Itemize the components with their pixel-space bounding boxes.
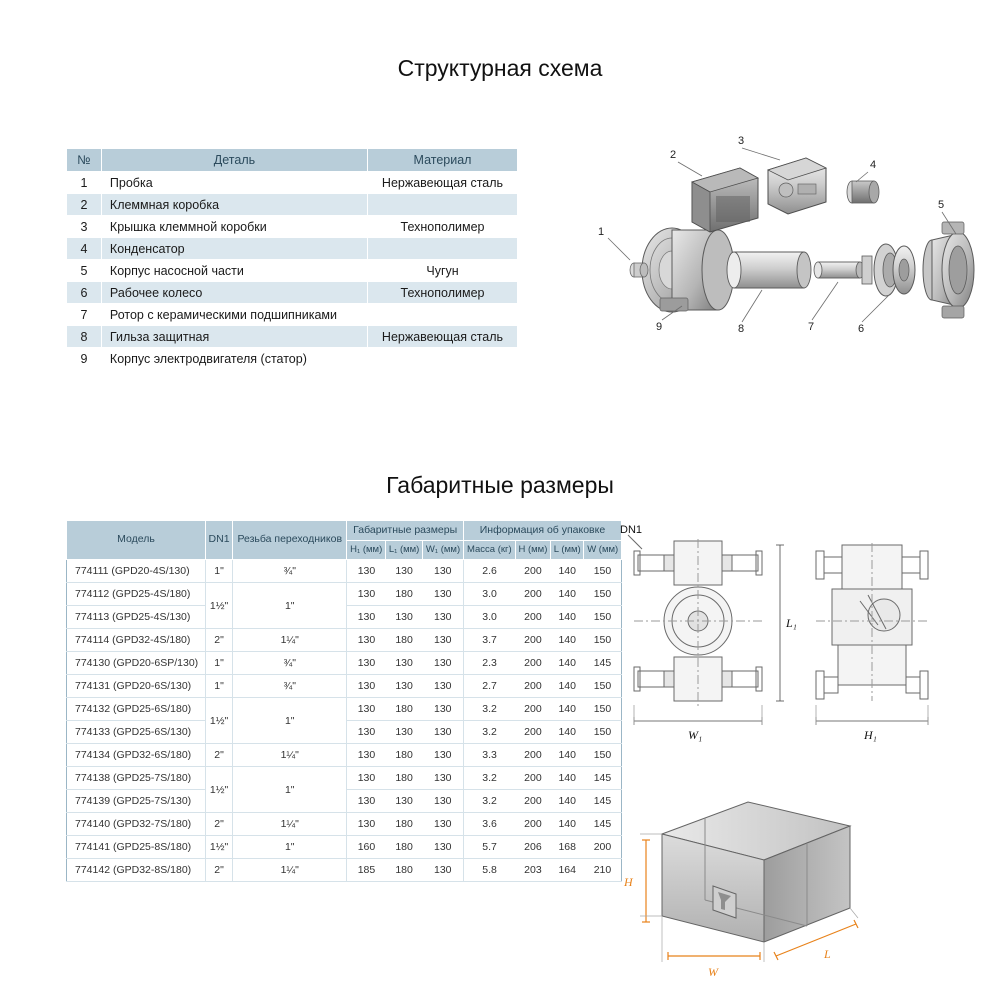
- l-cell: 140: [551, 813, 584, 836]
- mass-cell: 3.0: [463, 583, 515, 606]
- part-number: 1: [67, 172, 102, 194]
- part-name: Гильза защитная: [101, 326, 367, 348]
- motor-housing-graphic: [642, 228, 734, 312]
- capacitor-graphic: [847, 181, 879, 203]
- table-row: [67, 836, 622, 859]
- exploded-label-4: 4: [870, 159, 877, 171]
- l1-cell: 180: [386, 813, 423, 836]
- part-number: 6: [67, 282, 102, 304]
- part-name: Клеммная коробка: [101, 194, 367, 216]
- pump-housing-graphic: [923, 222, 974, 318]
- table-row: [67, 813, 622, 836]
- part-material: Нержавеющая сталь: [368, 172, 518, 194]
- exploded-label-7: 7: [808, 321, 815, 333]
- mass-cell: 2.7: [463, 675, 515, 698]
- side-view-drawing: [816, 543, 928, 701]
- thread-cell: 1¼": [233, 859, 347, 882]
- model-cell: 774142 (GPD32-8S/180): [67, 859, 206, 882]
- w-cell: 150: [584, 606, 622, 629]
- l-cell: 140: [551, 767, 584, 790]
- dims-header-l1: L₁ (мм): [386, 541, 423, 560]
- dims-header-w1: W₁ (мм): [423, 541, 464, 560]
- w-cell: 150: [584, 721, 622, 744]
- box-label-h: H: [624, 875, 633, 889]
- h-cell: 200: [515, 698, 550, 721]
- w-cell: 150: [584, 583, 622, 606]
- l1-cell: 180: [386, 629, 423, 652]
- table-row: [67, 675, 622, 698]
- w1-cell: 130: [423, 790, 464, 813]
- exploded-label-5: 5: [938, 199, 945, 211]
- table-row: [67, 652, 622, 675]
- part-material: [368, 304, 518, 326]
- mass-cell: 3.0: [463, 606, 515, 629]
- l-cell: 140: [551, 606, 584, 629]
- w-cell: 150: [584, 560, 622, 583]
- l-cell: 140: [551, 652, 584, 675]
- part-number: 8: [67, 326, 102, 348]
- model-cell: 774141 (GPD25-8S/180): [67, 836, 206, 859]
- h-cell: 200: [515, 767, 550, 790]
- l-cell: 140: [551, 698, 584, 721]
- h-cell: 200: [515, 790, 550, 813]
- h-cell: 200: [515, 675, 550, 698]
- h1-cell: 185: [347, 859, 386, 882]
- table-row: [67, 348, 518, 370]
- h1-cell: 130: [347, 790, 386, 813]
- dn1-cell: 1½": [206, 836, 233, 859]
- w-cell: 210: [584, 859, 622, 882]
- w1-cell: 130: [423, 675, 464, 698]
- part-name: Корпус насосной части: [101, 260, 367, 282]
- h-cell: 200: [515, 583, 550, 606]
- h-cell: 206: [515, 836, 550, 859]
- dn1-cell: 2": [206, 744, 233, 767]
- dn1-cell: 1": [206, 560, 233, 583]
- impeller-graphic: [874, 244, 915, 296]
- table-row: [67, 560, 622, 583]
- dims-header-row-1: [67, 521, 622, 541]
- h-cell: 200: [515, 629, 550, 652]
- part-material: Чугун: [368, 260, 518, 282]
- table-row: [67, 767, 622, 790]
- table-row: [67, 216, 518, 238]
- model-cell: 774133 (GPD25-6S/130): [67, 721, 206, 744]
- h-cell: 200: [515, 721, 550, 744]
- dimensions-table: [66, 520, 622, 882]
- box-label-w: W: [708, 965, 718, 979]
- dn1-cell: 2": [206, 629, 233, 652]
- rotor-graphic: [814, 256, 872, 284]
- dims-header-h1: H₁ (мм): [347, 541, 386, 560]
- exploded-label-6: 6: [858, 323, 865, 335]
- h-cell: 200: [515, 652, 550, 675]
- l-cell: 168: [551, 836, 584, 859]
- mass-cell: 3.2: [463, 721, 515, 744]
- part-number: 4: [67, 238, 102, 260]
- mass-cell: 5.7: [463, 836, 515, 859]
- h1-cell: 130: [347, 813, 386, 836]
- w-cell: 150: [584, 629, 622, 652]
- part-material: [368, 238, 518, 260]
- w1-cell: 130: [423, 767, 464, 790]
- parts-table-header-row: [67, 149, 518, 172]
- parts-header-material: Материал: [368, 149, 518, 172]
- w1-cell: 130: [423, 721, 464, 744]
- dn1-cell: 1½": [206, 698, 233, 744]
- model-cell: 774131 (GPD20-6S/130): [67, 675, 206, 698]
- table-row: [67, 859, 622, 882]
- h-cell: 200: [515, 744, 550, 767]
- h1-cell: 130: [347, 675, 386, 698]
- w1-cell: 130: [423, 859, 464, 882]
- drawing-label-l1: L₁: [786, 616, 797, 630]
- thread-cell: ¾": [233, 560, 347, 583]
- l1-cell: 180: [386, 744, 423, 767]
- table-row: [67, 282, 518, 304]
- l1-cell: 130: [386, 606, 423, 629]
- model-cell: 774140 (GPD32-7S/180): [67, 813, 206, 836]
- table-row: [67, 172, 518, 194]
- parts-header-part: Деталь: [101, 149, 367, 172]
- table-row: [67, 238, 518, 260]
- h-cell: 200: [515, 606, 550, 629]
- thread-cell: 1¼": [233, 744, 347, 767]
- part-number: 5: [67, 260, 102, 282]
- h-cell: 200: [515, 560, 550, 583]
- mass-cell: 2.6: [463, 560, 515, 583]
- w-cell: 150: [584, 675, 622, 698]
- l1-cell: 180: [386, 698, 423, 721]
- table-row: [67, 194, 518, 216]
- parts-table: [66, 148, 518, 370]
- l1-cell: 130: [386, 721, 423, 744]
- part-name: Рабочее колесо: [101, 282, 367, 304]
- thread-cell: 1¼": [233, 629, 347, 652]
- thread-cell: ¾": [233, 675, 347, 698]
- table-row: [67, 744, 622, 767]
- dn1-cell: 1": [206, 675, 233, 698]
- mass-cell: 5.8: [463, 859, 515, 882]
- dims-header-thread: Резьба переходников: [233, 521, 347, 560]
- table-row: [67, 260, 518, 282]
- model-cell: 774130 (GPD20-6SP/130): [67, 652, 206, 675]
- dn1-cell: 2": [206, 859, 233, 882]
- w1-cell: 130: [423, 813, 464, 836]
- dims-header-dn1: DN1: [206, 521, 233, 560]
- dims-header-group-pack: Информация об упаковке: [463, 521, 621, 541]
- dims-header-model: Модель: [67, 521, 206, 560]
- h1-cell: 130: [347, 698, 386, 721]
- part-number: 9: [67, 348, 102, 370]
- table-row: [67, 698, 622, 721]
- part-name: Ротор с керамическими подшипниками: [101, 304, 367, 326]
- w-cell: 145: [584, 652, 622, 675]
- mass-cell: 3.3: [463, 744, 515, 767]
- l-cell: 140: [551, 790, 584, 813]
- dims-header-h: H (мм): [515, 541, 550, 560]
- w1-cell: 130: [423, 698, 464, 721]
- drawing-label-w1: W₁: [688, 728, 703, 742]
- model-cell: 774114 (GPD32-4S/180): [67, 629, 206, 652]
- l1-cell: 180: [386, 583, 423, 606]
- l1-cell: 180: [386, 836, 423, 859]
- box-label-l: L: [824, 947, 831, 961]
- h-cell: 200: [515, 813, 550, 836]
- part-material: [368, 348, 518, 370]
- l-cell: 140: [551, 675, 584, 698]
- w-cell: 200: [584, 836, 622, 859]
- terminal-box-cover-graphic: [768, 158, 826, 214]
- model-cell: 774134 (GPD32-6S/180): [67, 744, 206, 767]
- model-cell: 774113 (GPD25-4S/130): [67, 606, 206, 629]
- l-cell: 140: [551, 583, 584, 606]
- part-name: Конденсатор: [101, 238, 367, 260]
- thread-cell: 1¼": [233, 813, 347, 836]
- h1-cell: 130: [347, 721, 386, 744]
- w-cell: 145: [584, 813, 622, 836]
- w-cell: 150: [584, 744, 622, 767]
- technical-drawings: [620, 525, 990, 775]
- dims-header-w: W (мм): [584, 541, 622, 560]
- model-cell: 774112 (GPD25-4S/180): [67, 583, 206, 606]
- l-cell: 164: [551, 859, 584, 882]
- w-cell: 145: [584, 790, 622, 813]
- part-number: 2: [67, 194, 102, 216]
- w1-cell: 130: [423, 583, 464, 606]
- dn1-cell: 1½": [206, 583, 233, 629]
- h1-cell: 130: [347, 629, 386, 652]
- l1-cell: 130: [386, 675, 423, 698]
- table-row: [67, 304, 518, 326]
- mass-cell: 3.7: [463, 629, 515, 652]
- model-cell: 774132 (GPD25-6S/180): [67, 698, 206, 721]
- exploded-pump-diagram: [590, 130, 980, 355]
- model-cell: 774111 (GPD20-4S/130): [67, 560, 206, 583]
- drawing-label-h1: H₁: [864, 728, 877, 742]
- mass-cell: 3.2: [463, 767, 515, 790]
- part-name: Пробка: [101, 172, 367, 194]
- w1-cell: 130: [423, 560, 464, 583]
- dn1-cell: 1½": [206, 767, 233, 813]
- l1-cell: 130: [386, 790, 423, 813]
- l-cell: 140: [551, 560, 584, 583]
- thread-cell: 1": [233, 698, 347, 744]
- exploded-label-2: 2: [670, 149, 677, 161]
- h-cell: 203: [515, 859, 550, 882]
- h1-cell: 160: [347, 836, 386, 859]
- h1-cell: 130: [347, 744, 386, 767]
- w-cell: 145: [584, 767, 622, 790]
- h1-cell: 130: [347, 560, 386, 583]
- w1-cell: 130: [423, 652, 464, 675]
- h1-cell: 130: [347, 652, 386, 675]
- w1-cell: 130: [423, 629, 464, 652]
- part-material: [368, 194, 518, 216]
- model-cell: 774138 (GPD25-7S/180): [67, 767, 206, 790]
- part-number: 7: [67, 304, 102, 326]
- l1-cell: 130: [386, 652, 423, 675]
- dn1-cell: 1": [206, 652, 233, 675]
- dims-header-mass: Масса (кг): [463, 541, 515, 560]
- table-row: [67, 629, 622, 652]
- mass-cell: 2.3: [463, 652, 515, 675]
- page-title-dimensions: Габаритные размеры: [386, 472, 614, 498]
- mass-cell: 3.6: [463, 813, 515, 836]
- part-material: Нержавеющая сталь: [368, 326, 518, 348]
- part-name: Крышка клеммной коробки: [101, 216, 367, 238]
- h1-cell: 130: [347, 583, 386, 606]
- page-title-structural: Структурная схема: [397, 55, 603, 81]
- part-material: Технополимер: [368, 216, 518, 238]
- exploded-label-9: 9: [656, 321, 663, 333]
- thread-cell: 1": [233, 767, 347, 813]
- h1-cell: 130: [347, 606, 386, 629]
- part-number: 3: [67, 216, 102, 238]
- dims-header-group-dims: Габаритные размеры: [347, 521, 464, 541]
- exploded-label-1: 1: [598, 226, 605, 238]
- model-cell: 774139 (GPD25-7S/130): [67, 790, 206, 813]
- dn1-cell: 2": [206, 813, 233, 836]
- protective-sleeve-graphic: [727, 252, 811, 288]
- mass-cell: 3.2: [463, 790, 515, 813]
- w1-cell: 130: [423, 836, 464, 859]
- package-box-drawing: [620, 790, 990, 980]
- table-row: [67, 326, 518, 348]
- terminal-box-graphic: [692, 168, 758, 232]
- table-row: [67, 583, 622, 606]
- w1-cell: 130: [423, 606, 464, 629]
- l-cell: 140: [551, 629, 584, 652]
- l-cell: 140: [551, 721, 584, 744]
- thread-cell: 1": [233, 836, 347, 859]
- part-material: Технополимер: [368, 282, 518, 304]
- h1-cell: 130: [347, 767, 386, 790]
- exploded-label-8: 8: [738, 323, 745, 335]
- mass-cell: 3.2: [463, 698, 515, 721]
- part-name: Корпус электродвигателя (статор): [101, 348, 367, 370]
- drawing-label-dn1: DN1: [620, 525, 643, 536]
- l1-cell: 180: [386, 859, 423, 882]
- parts-header-num: №: [67, 149, 102, 172]
- l1-cell: 130: [386, 560, 423, 583]
- w1-cell: 130: [423, 744, 464, 767]
- front-view-drawing: [634, 539, 762, 707]
- dims-header-l: L (мм): [551, 541, 584, 560]
- exploded-label-3: 3: [738, 135, 745, 147]
- w-cell: 150: [584, 698, 622, 721]
- l1-cell: 180: [386, 767, 423, 790]
- thread-cell: ¾": [233, 652, 347, 675]
- l-cell: 140: [551, 744, 584, 767]
- thread-cell: 1": [233, 583, 347, 629]
- plug-graphic: [630, 263, 648, 277]
